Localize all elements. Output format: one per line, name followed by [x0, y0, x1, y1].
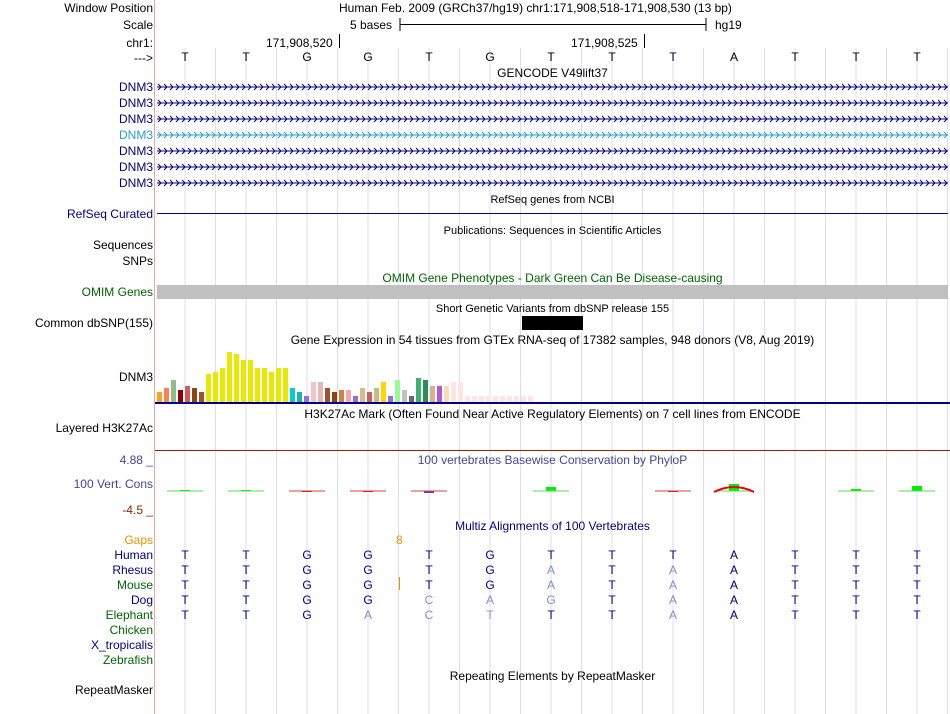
- window-position-label: Window Position: [64, 1, 153, 15]
- gtex-tissue-bar[interactable]: [227, 352, 232, 402]
- alignment-base: T: [791, 548, 799, 562]
- gtex-tissue-bar[interactable]: [276, 368, 281, 402]
- alignment-base: T: [608, 608, 616, 622]
- base-letter: G: [302, 50, 312, 64]
- alignment-base: T: [242, 593, 250, 607]
- omim-title: OMIM Gene Phenotypes - Dark Green Can Be Disease-causing: [382, 271, 723, 285]
- gtex-tissue-bar[interactable]: [220, 368, 225, 402]
- coordinate-2: 171,908,525: [571, 36, 638, 50]
- scale-bar: [399, 17, 707, 33]
- alignment-base: G: [302, 548, 312, 562]
- gencode-gene-feature[interactable]: [157, 115, 948, 123]
- gtex-tissue-bar[interactable]: [444, 386, 449, 402]
- species-label[interactable]: Dog: [130, 593, 153, 607]
- alignment-base: T: [547, 548, 555, 562]
- alignment-base: G: [363, 563, 373, 577]
- gtex-tissue-bar[interactable]: [458, 382, 463, 402]
- intron-arrows: [157, 116, 948, 122]
- alignment-base: T: [425, 563, 433, 577]
- alignment-base: T: [486, 608, 494, 622]
- alignment-base: A: [668, 578, 677, 592]
- alignment-base: T: [913, 548, 921, 562]
- gtex-tissue-bar[interactable]: [164, 388, 169, 402]
- gencode-gene-feature[interactable]: [157, 147, 948, 155]
- refseq-label[interactable]: RefSeq Curated: [66, 207, 153, 221]
- alignment-base: T: [608, 563, 616, 577]
- species-label[interactable]: Human: [114, 548, 153, 562]
- alignment-base: G: [485, 548, 495, 562]
- h3k27ac-title: H3K27Ac Mark (Often Found Near Active Regulatory Elements) on 7 cell lines from ENCODE: [304, 407, 801, 421]
- gtex-tissue-bar[interactable]: [297, 392, 302, 402]
- gtex-tissue-bar[interactable]: [395, 380, 400, 402]
- conservation-title: 100 vertebrates Basewise Conservation by PhyloP: [417, 453, 688, 467]
- chrom-label: chr1:: [126, 36, 153, 50]
- species-label[interactable]: Elephant: [105, 608, 153, 622]
- alignment-base: G: [363, 578, 373, 592]
- alignment-base: A: [729, 593, 738, 607]
- alignment-base: T: [852, 593, 860, 607]
- gtex-tissue-bar[interactable]: [332, 392, 337, 402]
- scale-label: Scale: [122, 18, 153, 32]
- alignment-base: T: [181, 593, 189, 607]
- species-label[interactable]: Chicken: [109, 623, 153, 637]
- gencode-title: GENCODE V49lift37: [497, 66, 608, 80]
- alignment-base: A: [729, 563, 738, 577]
- alignment-base: G: [302, 608, 312, 622]
- gencode-gene-label[interactable]: DNM3: [118, 96, 153, 110]
- alignment-base: T: [242, 608, 250, 622]
- alignment-base: T: [791, 578, 799, 592]
- gtex-tissue-bar[interactable]: [423, 380, 428, 402]
- gtex-tissue-bar[interactable]: [234, 354, 239, 402]
- snps-label[interactable]: SNPs: [122, 254, 153, 268]
- intron-arrows: [157, 100, 948, 106]
- alignment-base: G: [302, 563, 312, 577]
- alignment-base: T: [852, 563, 860, 577]
- base-letter: A: [729, 50, 738, 64]
- conservation-score-mark: [546, 487, 556, 491]
- base-letter: T: [608, 50, 616, 64]
- gtex-tissue-bar[interactable]: [185, 386, 190, 402]
- gencode-gene-feature[interactable]: [157, 99, 948, 107]
- alignment-base: T: [608, 593, 616, 607]
- alignment-base: T: [425, 548, 433, 562]
- alignment-base: G: [363, 548, 373, 562]
- alignment-base: T: [608, 578, 616, 592]
- alignment-base: A: [668, 563, 677, 577]
- conservation-plot[interactable]: [155, 480, 950, 502]
- gtex-label[interactable]: DNM3: [118, 370, 153, 384]
- gtex-tissue-bar[interactable]: [269, 372, 274, 402]
- alignment-base: T: [669, 548, 677, 562]
- gencode-gene-label[interactable]: DNM3: [118, 112, 153, 126]
- gencode-gene-feature[interactable]: [157, 131, 948, 139]
- gtex-tissue-bar[interactable]: [402, 390, 407, 402]
- h3k27ac-baseline: [155, 450, 950, 451]
- dbsnp-variant-block[interactable]: [522, 316, 583, 330]
- conservation-min-label: -4.5 _: [122, 503, 153, 517]
- alignment-base: T: [242, 548, 250, 562]
- alignment-base: A: [546, 578, 555, 592]
- coordinate-2-tick: [644, 34, 645, 48]
- species-label[interactable]: X_tropicalis: [90, 638, 153, 652]
- alignment-base: T: [242, 563, 250, 577]
- omim-label[interactable]: OMIM Genes: [81, 285, 153, 299]
- alignment-base: T: [913, 593, 921, 607]
- strand-label: --->: [134, 51, 153, 65]
- gencode-gene-label[interactable]: DNM3: [118, 176, 153, 190]
- gap-mark: 8: [396, 533, 403, 547]
- gtex-tissue-bar[interactable]: [262, 368, 267, 402]
- gtex-tissue-bar[interactable]: [318, 382, 323, 402]
- alignment-base: T: [791, 593, 799, 607]
- alignment-base: T: [425, 578, 433, 592]
- conservation-label[interactable]: 100 Vert. Cons: [73, 477, 153, 491]
- alignment-base: T: [181, 548, 189, 562]
- gtex-tissue-bar[interactable]: [157, 392, 162, 402]
- coordinate-1-tick: [339, 34, 340, 48]
- gtex-tissue-bar[interactable]: [199, 392, 204, 402]
- base-letter: T: [242, 50, 250, 64]
- repeatmasker-title: Repeating Elements by RepeatMasker: [449, 669, 656, 683]
- refseq-gene-line[interactable]: [157, 213, 948, 214]
- alignment-base: T: [181, 578, 189, 592]
- gtex-tissue-bar[interactable]: [178, 390, 183, 402]
- h3k27ac-label[interactable]: Layered H3K27Ac: [55, 421, 153, 435]
- base-letter: G: [485, 50, 495, 64]
- alignment-base: A: [363, 608, 372, 622]
- alignment-base: C: [424, 608, 434, 622]
- base-letter: T: [852, 50, 860, 64]
- gtex-tissue-bar[interactable]: [367, 392, 372, 402]
- alignment-base: A: [668, 608, 677, 622]
- gencode-gene-feature[interactable]: [157, 83, 948, 91]
- gtex-tissue-bar[interactable]: [311, 382, 316, 402]
- scale-value: 5 bases: [350, 18, 393, 32]
- alignment-base: T: [608, 548, 616, 562]
- gtex-tissue-bar[interactable]: [171, 380, 176, 402]
- repeatmasker-label[interactable]: RepeatMasker: [74, 683, 153, 697]
- alignment-base: T: [852, 548, 860, 562]
- gencode-gene-label[interactable]: DNM3: [118, 128, 153, 142]
- alignment-base: T: [181, 608, 189, 622]
- base-letter: T: [547, 50, 555, 64]
- alignment-base: T: [242, 578, 250, 592]
- alignment-base: G: [363, 593, 373, 607]
- gtex-tissue-bar[interactable]: [437, 386, 442, 402]
- gaps-label: Gaps: [124, 533, 153, 547]
- gtex-tissue-bar[interactable]: [430, 386, 435, 402]
- alignment-base: A: [729, 608, 738, 622]
- gtex-tissue-bar[interactable]: [346, 390, 351, 402]
- gtex-tissue-bar[interactable]: [283, 368, 288, 402]
- gencode-gene-label[interactable]: DNM3: [118, 160, 153, 174]
- window-position-value: Human Feb. 2009 (GRCh37/hg19) chr1:171,908,518-171,908,530 (13 bp): [339, 1, 732, 15]
- base-letter: G: [363, 50, 373, 64]
- alignment-base: A: [546, 563, 555, 577]
- gtex-tissue-bar[interactable]: [290, 388, 295, 402]
- gencode-gene-feature[interactable]: [157, 179, 948, 187]
- intron-arrows: [157, 164, 948, 170]
- gtex-tissue-bar[interactable]: [255, 368, 260, 402]
- species-label[interactable]: Mouse: [116, 578, 153, 592]
- gtex-bar-chart[interactable]: [157, 348, 537, 402]
- alignment-base: T: [852, 578, 860, 592]
- species-label[interactable]: Rhesus: [112, 563, 153, 577]
- intron-arrows: [157, 132, 948, 138]
- gencode-gene-label[interactable]: DNM3: [118, 144, 153, 158]
- alignment-base: G: [485, 578, 495, 592]
- coordinate-1: 171,908,520: [266, 36, 333, 50]
- gtex-tissue-bar[interactable]: [416, 378, 421, 402]
- alignment-base: A: [729, 578, 738, 592]
- alignment-base: T: [547, 608, 555, 622]
- gtex-tissue-bar[interactable]: [339, 390, 344, 402]
- gtex-baseline: [155, 402, 950, 404]
- dbsnp-title: Short Genetic Variants from dbSNP release 155: [435, 303, 670, 315]
- alignment-base: C: [424, 593, 434, 607]
- gtex-tissue-bar[interactable]: [206, 374, 211, 402]
- gencode-gene-label[interactable]: DNM3: [118, 80, 153, 94]
- gtex-tissue-bar[interactable]: [248, 360, 253, 402]
- base-letter: T: [913, 50, 921, 64]
- alignment-base: T: [791, 563, 799, 577]
- gencode-gene-feature[interactable]: [157, 163, 948, 171]
- alignment-base: G: [485, 563, 495, 577]
- dbsnp-label[interactable]: Common dbSNP(155): [34, 316, 153, 330]
- sequences-label[interactable]: Sequences: [92, 238, 153, 252]
- base-letter: T: [181, 50, 189, 64]
- gtex-tissue-bar[interactable]: [213, 372, 218, 402]
- alignment-base: T: [913, 578, 921, 592]
- omim-feature-bar[interactable]: [157, 285, 948, 299]
- gtex-tissue-bar[interactable]: [192, 388, 197, 402]
- alignment-base: A: [485, 593, 494, 607]
- refseq-title: RefSeq genes from NCBI: [490, 194, 615, 206]
- alignment-base: A: [729, 548, 738, 562]
- publications-title: Publications: Sequences in Scientific Articles: [443, 225, 662, 237]
- conservation-max-label: 4.88 _: [119, 453, 153, 467]
- alignment-base: A: [668, 593, 677, 607]
- conservation-score-mark: [912, 486, 922, 491]
- gtex-tissue-bar[interactable]: [360, 388, 365, 402]
- mouse-gap-tick: [399, 577, 400, 590]
- gtex-tissue-bar[interactable]: [374, 388, 379, 402]
- gtex-tissue-bar[interactable]: [451, 382, 456, 402]
- alignment-base: T: [791, 608, 799, 622]
- multiz-title: Multiz Alignments of 100 Vertebrates: [455, 519, 650, 533]
- gtex-tissue-bar[interactable]: [381, 382, 386, 402]
- assembly-label: hg19: [715, 18, 742, 32]
- gtex-tissue-bar[interactable]: [241, 360, 246, 402]
- alignment-base: G: [302, 593, 312, 607]
- base-letter: T: [425, 50, 433, 64]
- alignment-base: G: [546, 593, 556, 607]
- alignment-base: T: [913, 608, 921, 622]
- gtex-title: Gene Expression in 54 tissues from GTEx RNA-seq of 17382 samples, 948 donors (V8, Aug 2019): [290, 333, 815, 347]
- gtex-tissue-bar[interactable]: [325, 388, 330, 402]
- base-letter: T: [669, 50, 677, 64]
- intron-arrows: [157, 148, 948, 154]
- alignment-base: T: [852, 608, 860, 622]
- alignment-base: T: [181, 563, 189, 577]
- base-letter: T: [791, 50, 799, 64]
- intron-arrows: [157, 84, 948, 90]
- intron-arrows: [157, 180, 948, 186]
- alignment-base: G: [302, 578, 312, 592]
- species-label[interactable]: Zebrafish: [102, 653, 153, 667]
- alignment-base: T: [913, 563, 921, 577]
